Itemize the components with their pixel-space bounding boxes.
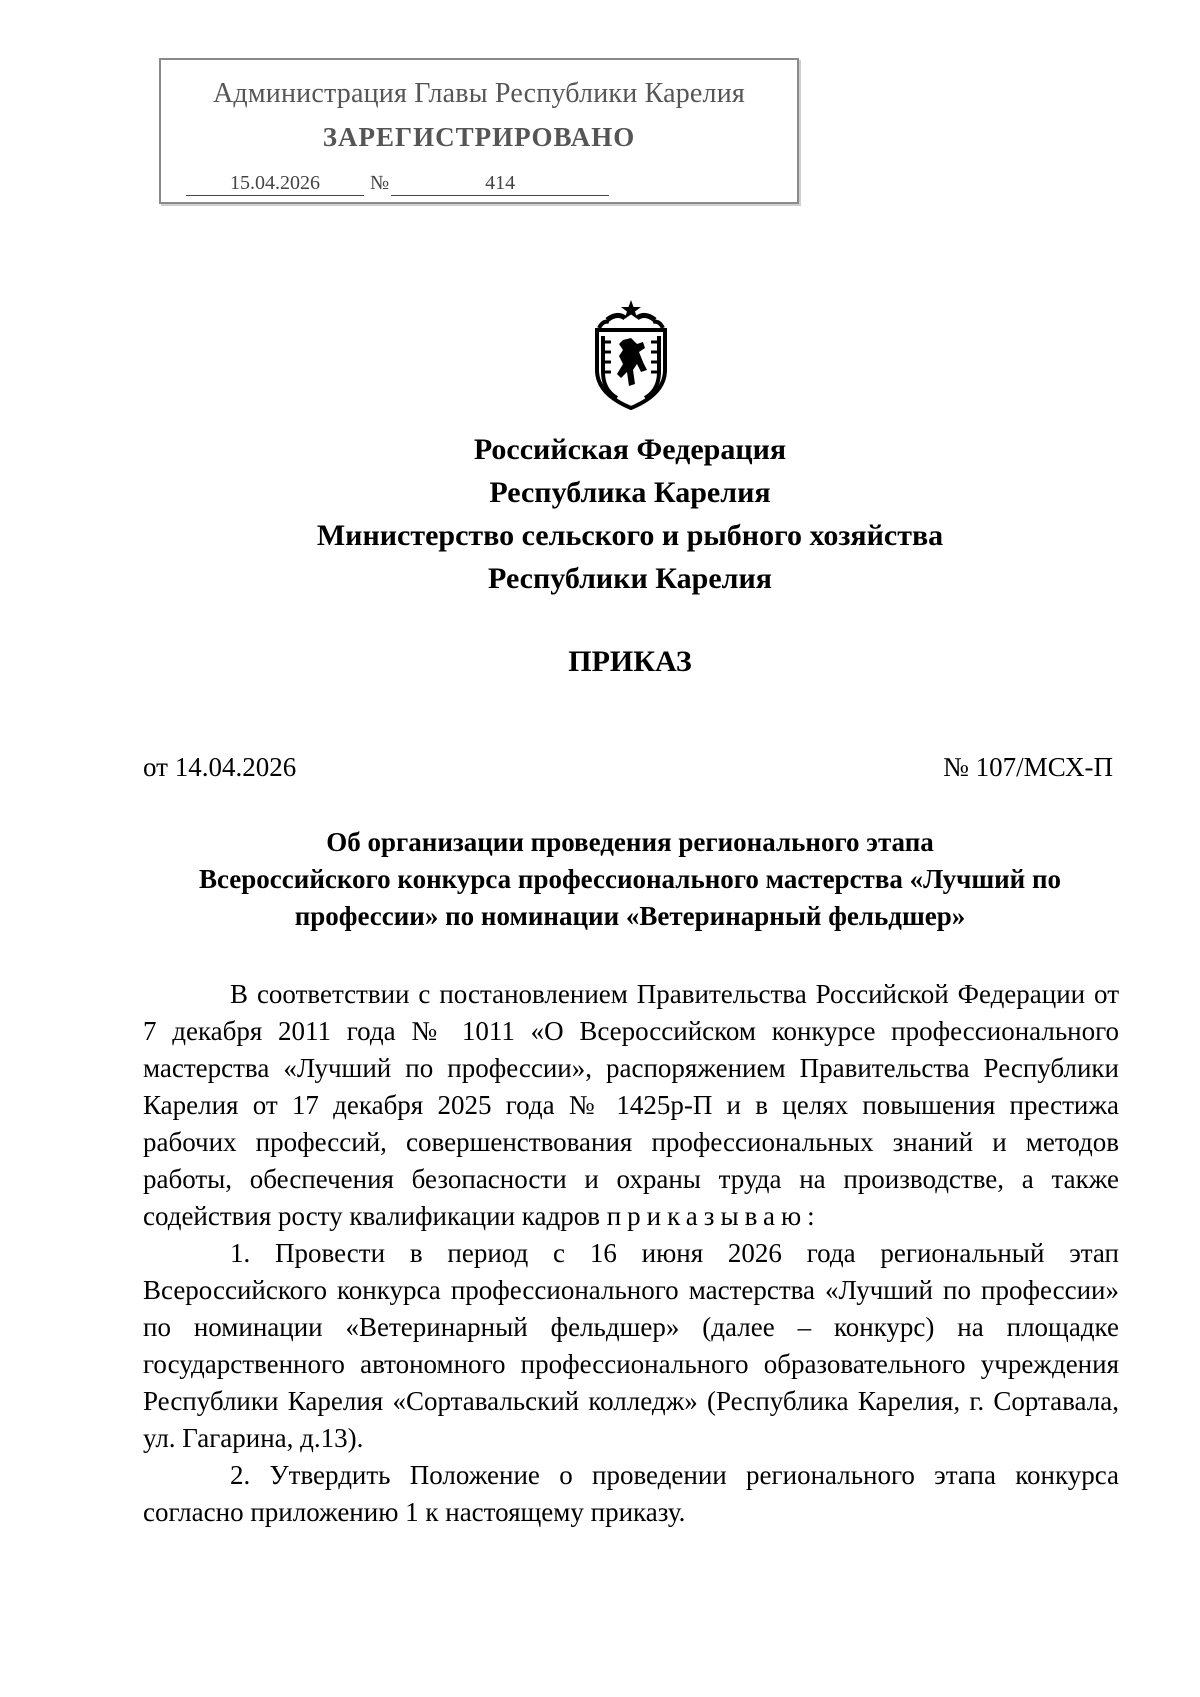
date-number-row — [143, 752, 1113, 783]
stamp-status: ЗАРЕГИСТРИРОВАНО — [322, 122, 636, 152]
stamp-number: 414 — [391, 172, 609, 196]
body-preamble — [143, 976, 1119, 1235]
stamp-number-label: № — [370, 172, 390, 194]
document-subject — [120, 824, 1140, 935]
header-ministry-of: Республики Карелия — [488, 562, 772, 595]
header-country: Российская Федерация — [473, 433, 787, 466]
subject-line-1: Об организации проведения регионального этапа — [326, 827, 934, 857]
header-ministry: Министерство сельского и рыбного хозяйства — [316, 519, 944, 552]
body-item-2: 2. Утвердить Положение о проведении регионального этапа конкурса согласно приложению 1 к настоящему приказу. — [143, 1460, 1119, 1527]
preamble-text: В соответствии с постановлением Правительства Российской Федерации от 7 декабря 2011 года № 1011 «О Всероссийском конкурсе профессионального мастерства «Лучший по профессии», распоряжением Правительства Республики Карелия от 17 декабря 2025 года № 1425р-П и в целях повышения престижа рабочих профессий, совершенствования профессиональных знаний и методов работы, обеспечения безопасности и охраны труда на производстве, а также содействия росту квалификации кадров — [143, 979, 1119, 1231]
karelia-coat-of-arms-icon — [587, 298, 675, 410]
document-number: № 107/МСХ-П — [943, 752, 1113, 782]
body-item-1: 1. Провести в период с 16 июня 2026 года региональный этап Всероссийского конкурса профессионального мастерства «Лучший по профессии» по номинации «Ветеринарный фельдшер» (далее – конкурс) на площадке государственного автономного профессионального образовательного учреждения Республики Карелия «Сортавальский колледж» (Республика Карелия, г. Сортавала, ул. Гагарина, д.13). — [143, 1238, 1119, 1453]
header-republic: Республика Карелия — [489, 476, 771, 509]
order-word: приказываю: — [606, 1201, 821, 1231]
registration-stamp — [159, 58, 799, 204]
stamp-registration-line — [186, 172, 609, 196]
document-type: ПРИКАЗ — [568, 645, 692, 678]
stamp-date: 15.04.2026 — [186, 172, 364, 196]
document-body — [143, 976, 1119, 1531]
stamp-organization: Администрация Главы Республики Карелия — [213, 78, 745, 109]
subject-line-3: профессии» по номинации «Ветеринарный фельдшер» — [294, 901, 966, 931]
subject-line-2: Всероссийского конкурса профессионального мастерства «Лучший по — [198, 864, 1062, 894]
issuer-header — [0, 428, 1200, 600]
document-date: от 14.04.2026 — [143, 752, 297, 782]
